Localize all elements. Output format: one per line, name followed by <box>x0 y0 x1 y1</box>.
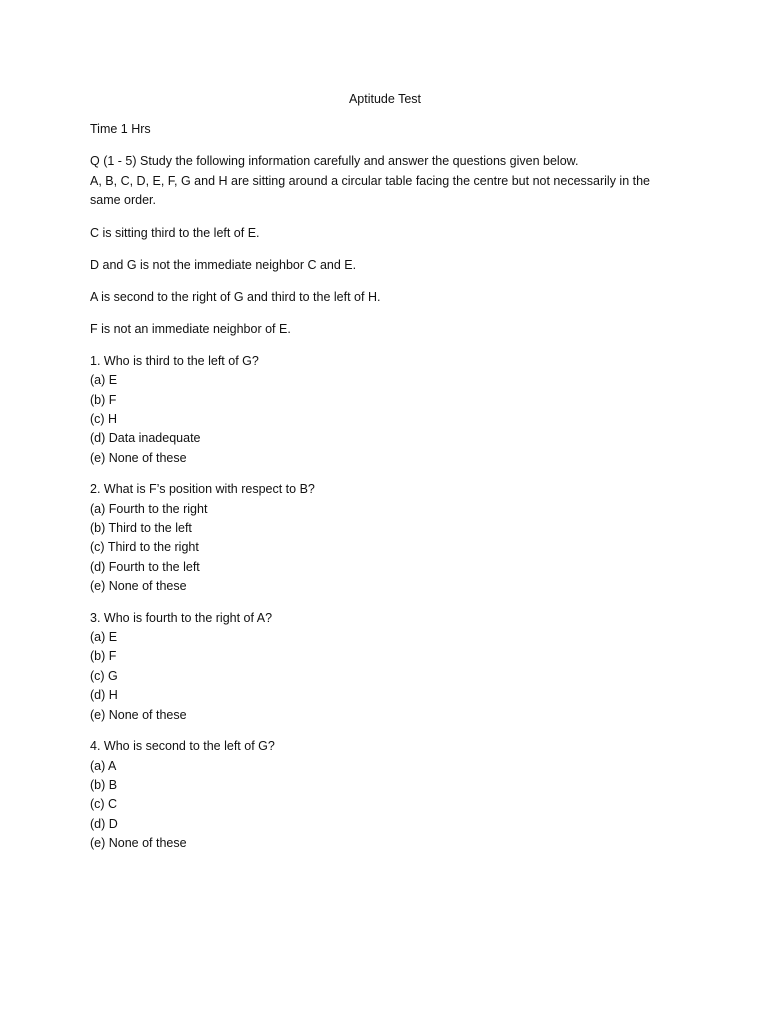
question-2 <box>90 480 680 596</box>
answer-option: (d) D <box>90 816 118 831</box>
question-text: 4. Who is second to the left of G? <box>90 739 275 754</box>
document-page <box>90 90 680 866</box>
answer-option: (d) Fourth to the left <box>90 559 200 574</box>
answer-option: (e) None of these <box>90 450 187 465</box>
answer-option: (b) B <box>90 777 118 792</box>
answer-option: (d) Data inadequate <box>90 431 201 446</box>
answer-option: (a) Fourth to the right <box>90 501 208 516</box>
time-limit: Time 1 Hrs <box>90 122 151 136</box>
answer-option: (e) None of these <box>90 836 187 851</box>
answer-option: (b) F <box>90 392 117 407</box>
question-text: 3. Who is fourth to the right of A? <box>90 610 273 625</box>
instructions-line: A, B, C, D, E, F, G and H are sitting around a circular table facing the centre but not necessarily in the <box>90 173 651 188</box>
question-4 <box>90 737 680 853</box>
answer-option: (c) H <box>90 412 118 426</box>
question-1 <box>90 352 680 468</box>
answer-option: (a) E <box>90 373 118 388</box>
answer-option: (e) None of these <box>90 707 187 722</box>
condition: C is sitting third to the left of E. <box>90 225 260 240</box>
conditions-list <box>90 224 680 339</box>
question-text: 1. Who is third to the left of G? <box>90 353 259 368</box>
answer-option: (b) F <box>90 649 117 664</box>
answer-option: (a) A <box>90 758 117 773</box>
answer-option: (c) C <box>90 797 118 812</box>
answer-option: (c) G <box>90 668 118 683</box>
answer-option: (e) None of these <box>90 579 187 594</box>
question-3 <box>90 609 680 725</box>
answer-option: (d) H <box>90 688 118 703</box>
condition: D and G is not the immediate neighbor C and E. <box>90 257 357 272</box>
question-text: 2. What is F’s position with respect to B? <box>90 482 315 497</box>
condition: A is second to the right of G and third to the left of H. <box>90 289 381 304</box>
instructions <box>90 152 680 211</box>
page-title: Aptitude Test <box>348 92 422 106</box>
instructions-line: same order. <box>90 193 157 208</box>
answer-option: (a) E <box>90 630 118 645</box>
condition: F is not an immediate neighbor of E. <box>90 321 291 336</box>
answer-option: (c) Third to the right <box>90 540 199 555</box>
instructions-line: Q (1 - 5) Study the following information carefully and answer the questions given below. <box>90 154 579 168</box>
answer-option: (b) Third to the left <box>90 521 192 536</box>
